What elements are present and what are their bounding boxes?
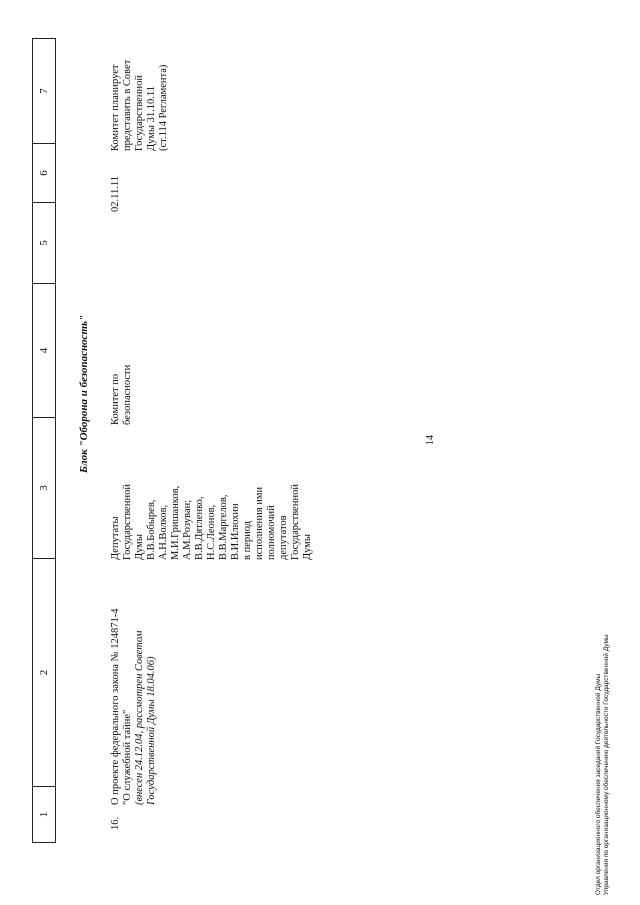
column-number-header [32,38,56,843]
author-line: В.В.Бобырев, [146,499,157,560]
block-title: Блок "Оборона и безопасность" [78,314,90,473]
review-date: 02.11.11 [110,176,121,212]
footer [595,634,611,895]
bill-line-italic: Государственной Думы 18.04.06) [146,656,157,805]
note-line: Думы 31.10.11 [146,86,157,151]
author-line: А.М.Розуван; [182,499,193,560]
author-line: В.И.Илюхин [230,503,241,560]
committee-line: Комитет по [110,373,121,425]
column-3: 3 [33,418,56,559]
column-2: 2 [33,559,56,787]
note-line: Комитет планирует [110,64,121,151]
bill-line-italic: (внесен 24.12.04, рассмотрен Советом [134,630,145,805]
committee-note [110,60,170,151]
note-line: представить в Совет [122,59,133,151]
responsible-committee [110,365,134,425]
bill-authors [110,484,314,560]
author-line: А.Н.Волков, [158,504,169,560]
author-line: В.В.Маргелов, [218,494,229,560]
author-line: Государственной [122,484,133,560]
author-line: Н.С.Леонов, [206,504,217,560]
author-line: В.В.Дятленко, [194,496,205,560]
bill-line: "О служебной тайне" [122,709,133,805]
footer-line-2: Управления по организационному обеспечению деятельности Государственной Думы [603,634,610,895]
author-line: М.И.Гришанков, [170,485,181,560]
note-line: (ст.114 Регламента) [158,64,169,151]
page-number: 14 [425,435,436,445]
author-line: Думы [302,534,313,560]
author-line: полномочий [266,505,277,560]
column-6: 6 [33,144,56,203]
committee-line: безопасности [122,364,133,425]
author-line: исполнения ими [254,486,265,560]
bill-line: О проекте федерального закона № 124871-4 [110,608,121,805]
author-line: Думы [134,534,145,560]
bill-description [110,608,158,805]
column-7: 7 [33,39,56,144]
footer-line-1: Отдел организационного обеспечения заседаний Государственной Думы [595,673,602,895]
column-5: 5 [33,203,56,284]
author-line: депутатов [278,515,289,560]
author-line: в период [242,520,253,560]
author-line: Государственной [290,484,301,560]
author-line: Депутаты [110,516,121,560]
column-1: 1 [33,787,56,843]
row-number: 16. [110,816,121,830]
note-line: Государственной [134,75,145,151]
column-4: 4 [33,284,56,418]
